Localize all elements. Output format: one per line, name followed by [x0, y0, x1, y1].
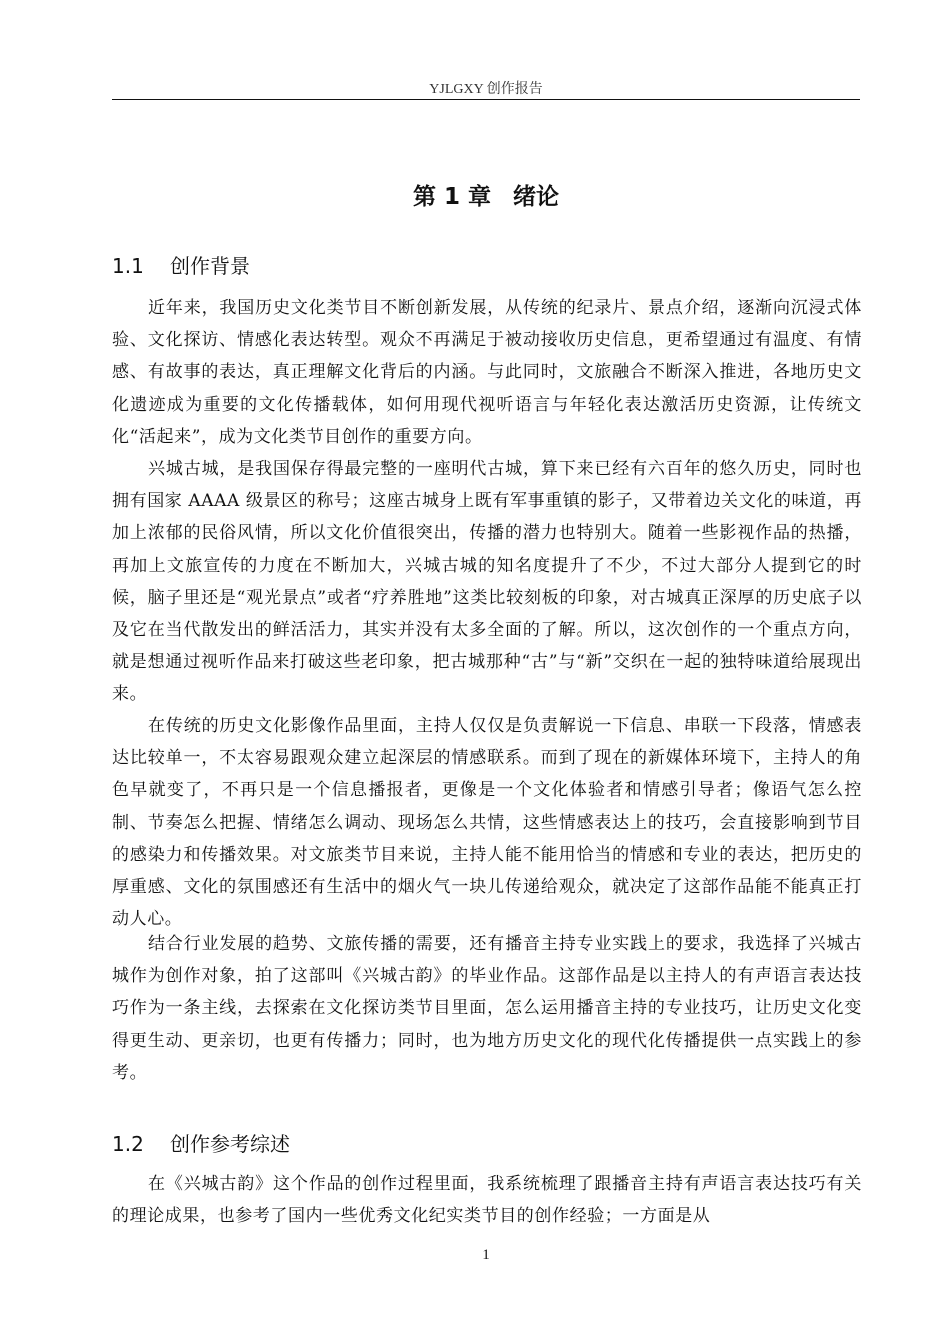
page-number: 1: [482, 1247, 490, 1263]
paragraph: 在传统的历史文化影像作品里面，主持人仅仅是负责解说一下信息、串联一下段落，情感表达比较单一，不太容易跟观众建立起深层的情感联系。而到了现在的新媒体环境下，主持人的角色早就变了，不再只是一个信息播报者，更像是一个文化体验者和情感引导者；像语气怎么控制、节奏怎么把握、情绪怎么调动、现场怎么共情，这些情感表达上的技巧，会直接影响到节目的感染力和传播效果。对文旅类节目来说，主持人能不能用恰当的情感和专业的表达，把历史的厚重感、文化的氛围感还有生活中的烟火气一块儿传递给观众，就决定了这部作品能不能真正打动人心。: [112, 716, 862, 930]
chapter-title: [112, 178, 860, 211]
section-title: 创作参考综述: [170, 1132, 290, 1156]
paragraph: 结合行业发展的趋势、文旅传播的需要，还有播音主持专业实践上的要求，我选择了兴城古城作为创作对象，拍了这部叫《兴城古韵》的毕业作品。这部作品是以主持人的有声语言表达技巧作为一条主线，去探索在文化探访类节目里面，怎么运用播音主持的专业技巧，让历史文化变得更生动、更亲切，也更有传播力；同时，也为地方历史文化的现代化传播提供一点实践上的参考。: [112, 934, 862, 1083]
paragraph: 兴城古城，是我国保存得最完整的一座明代古城，算下来已经有六百年的悠久历史，同时也拥有国家 AAAA 级景区的称号；这座古城身上既有军事重镇的影子，又带着边关文化的味道，再加上浓郁的民俗风情，所以文化价值很突出，传播的潜力也特别大。随着一些影视作品的热播，再加上文旅宣传的力度在不断加大，兴城古城的知名度提升了不少，不过大部分人提到它的时候，脑子里还是“观光景点”或者“疗养胜地”这类比较刻板的印象，对古城真正深厚的历史底子以及它在当代散发出的鲜活活力，其实并没有太多全面的了解。所以，这次创作的一个重点方向，就是想通过视听作品来打破这些老印象，把古城那种“古”与“新”交织在一起的独特味道给展现出来。: [112, 459, 862, 705]
paragraph: 在《兴城古韵》这个作品的创作过程里面，我系统梳理了跟播音主持有声语言表达技巧有关的理论成果，也参考了国内一些优秀文化纪实类节目的创作经验；一方面是从: [112, 1174, 862, 1227]
running-header: YJLGXY 创作报告: [429, 82, 543, 97]
paragraph: 近年来，我国历史文化类节目不断创新发展，从传统的纪录片、景点介绍，逐渐向沉浸式体验、文化探访、情感化表达转型。观众不再满足于被动接收历史信息，更希望通过有温度、有情感、有故事的表达，真正理解文化背后的内涵。与此同时，文旅融合不断深入推进，各地历史文化遗迹成为重要的文化传播载体，如何用现代视听语言与年轻化表达激活历史资源，让传统文化“活起来”，成为文化类节目创作的重要方向。: [112, 298, 862, 447]
section-heading: [112, 251, 860, 281]
section-heading: [112, 1129, 860, 1159]
header-divider: [112, 99, 860, 100]
section-number: 1.2: [112, 1132, 144, 1156]
chapter-number: 第 1 章: [412, 184, 492, 210]
section-title: 创作背景: [170, 254, 250, 278]
section-number: 1.1: [112, 254, 144, 278]
chapter-name: 绪论: [513, 184, 560, 210]
